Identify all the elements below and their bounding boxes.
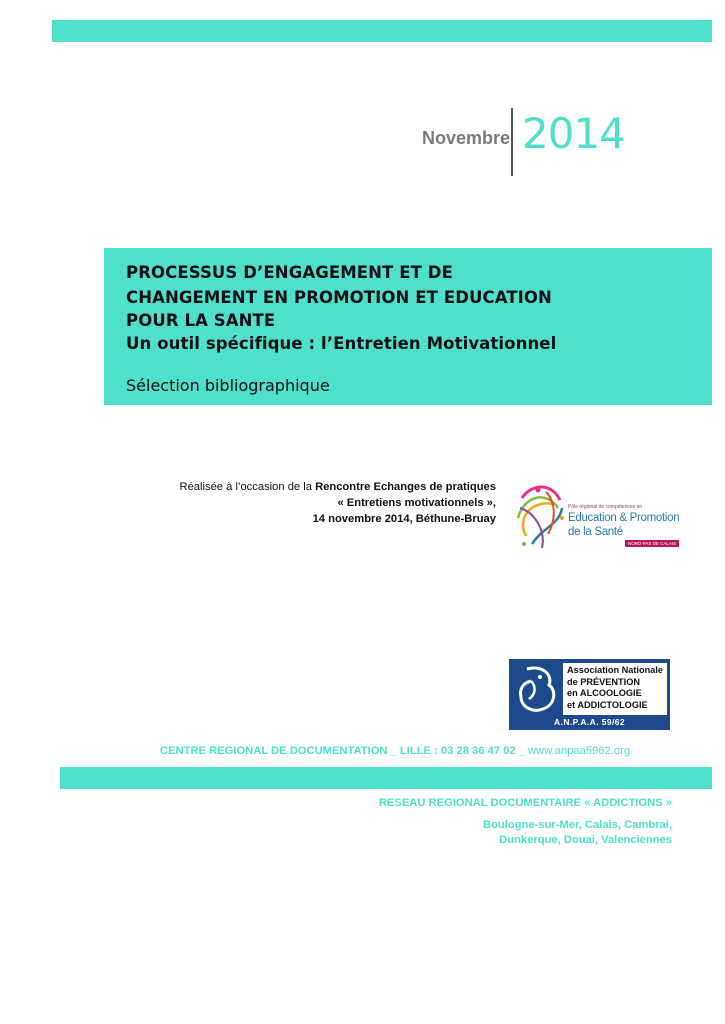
partner-name-line-1: Education & Promotion bbox=[568, 512, 680, 524]
network-title: RESEAU REGIONAL DOCUMENTAIRE « ADDICTIONS » bbox=[378, 797, 672, 809]
bibliography-label: Sélection bibliographique bbox=[126, 376, 330, 395]
occasion-statement bbox=[116, 479, 496, 527]
cities-line-2: Dunkerque, Douai, Valenciennes bbox=[499, 834, 672, 846]
date-divider bbox=[511, 108, 513, 176]
year-label: 2014 bbox=[522, 109, 625, 158]
cities-line-1: Boulogne-sur-Mer, Calais, Cambrai, bbox=[483, 819, 672, 831]
anpaa-line-2: de PRÉVENTION bbox=[567, 676, 641, 687]
partner-region-badge: NORD-PAS DE CALAIS bbox=[625, 540, 679, 547]
anpaa-emblem-icon bbox=[513, 663, 561, 715]
occasion-intro: Réalisée à l’occasion de la bbox=[179, 481, 316, 493]
date-header bbox=[380, 105, 650, 180]
anpaa-line-4: et ADDICTOLOGIE bbox=[567, 699, 648, 710]
network-cities bbox=[483, 818, 672, 848]
top-accent-bar bbox=[52, 20, 712, 42]
occasion-event-name: « Entretiens motivationnels », bbox=[337, 497, 496, 509]
documentation-center-label: CENTRE REGIONAL DE DOCUMENTATION _ LILLE : 03 28 36 47 02 _ bbox=[160, 745, 525, 757]
occasion-event: Rencontre Echanges de pratiques bbox=[315, 481, 496, 493]
anpaa-line-1: Association Nationale bbox=[567, 665, 663, 675]
partner-tagline: Pôle régional de compétences en bbox=[568, 504, 643, 510]
document-title-line-1: PROCESSUS D’ENGAGEMENT ET DE bbox=[126, 263, 453, 282]
title-box bbox=[104, 248, 712, 405]
website-link[interactable]: www.anpaa5962.org bbox=[528, 745, 631, 757]
anpaa-name-box bbox=[563, 663, 667, 715]
bottom-accent-bar bbox=[60, 767, 712, 789]
occasion-date-place: 14 novembre 2014, Béthune-Bruay bbox=[312, 513, 496, 525]
document-title-line-3: POUR LA SANTE bbox=[126, 311, 276, 330]
anpaa-logo bbox=[509, 659, 670, 730]
month-label: Novembre bbox=[421, 128, 510, 148]
partner-name-line-2: de la Santé bbox=[568, 526, 623, 538]
anpaa-line-3: en ALCOOLOGIE bbox=[567, 688, 642, 698]
documentation-center-contact bbox=[160, 745, 630, 757]
document-subtitle: Un outil spécifique : l’Entretien Motivationnel bbox=[126, 334, 557, 353]
education-promotion-sante-logo bbox=[512, 478, 680, 554]
colorful-swirl-icon bbox=[512, 478, 572, 554]
document-title-line-2: CHANGEMENT EN PROMOTION ET EDUCATION bbox=[126, 288, 552, 307]
anpaa-code: A.N.P.A.A. 59/62 bbox=[554, 717, 625, 727]
